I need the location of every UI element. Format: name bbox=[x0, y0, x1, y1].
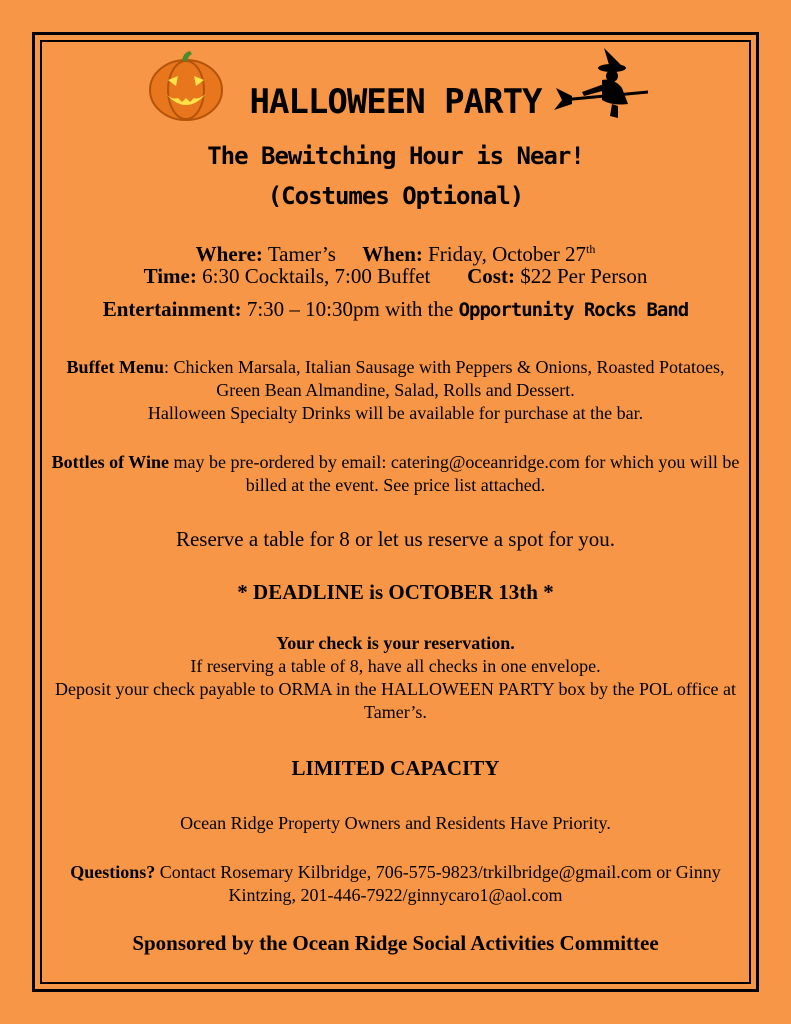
entertainment-line bbox=[44, 296, 747, 323]
when-label: When: bbox=[362, 242, 423, 266]
band-name: Opportunity Rocks Band bbox=[458, 299, 689, 321]
time-cost-line bbox=[44, 263, 747, 289]
sponsor-line: Sponsored by the Ocean Ridge Social Activities Committee bbox=[132, 931, 659, 955]
witch-on-broom-icon bbox=[552, 44, 652, 124]
wine-note bbox=[48, 451, 743, 497]
buffet-menu-text: : Chicken Marsala, Italian Sausage with Peppers & Onions, Roasted Potatoes, Green Bean Almandine, Salad, Rolls and Dessert. bbox=[164, 357, 725, 400]
buffet-menu bbox=[48, 356, 743, 425]
subtitle: The Bewitching Hour is Near! bbox=[207, 142, 584, 170]
questions-contact bbox=[48, 861, 743, 907]
questions-label: Questions? bbox=[70, 862, 156, 882]
where-label: Where: bbox=[195, 242, 263, 266]
time-value: 6:30 Cocktails, 7:00 Buffet bbox=[202, 264, 431, 288]
questions-text: Contact Rosemary Kilbridge, 706-575-9823/trkilbridge@gmail.com or Ginny Kintzing, 201-446-7922/ginnycaro1@aol.com bbox=[155, 862, 721, 905]
check-line-2: Deposit your check payable to ORMA in the HALLOWEEN PARTY box by the POL office at Tamer’s. bbox=[55, 679, 736, 722]
where-value: Tamer’s bbox=[267, 242, 336, 266]
entertainment-label: Entertainment: bbox=[102, 297, 242, 321]
cost-label: Cost: bbox=[467, 264, 515, 288]
entertainment-value: 7:30 – 10:30pm with the bbox=[246, 297, 454, 321]
wine-label: Bottles of Wine bbox=[51, 452, 169, 472]
time-label: Time: bbox=[143, 264, 197, 288]
priority-note: Ocean Ridge Property Owners and Residents Have Priority. bbox=[180, 813, 611, 833]
check-heading: Your check is your reservation. bbox=[276, 633, 515, 653]
flyer bbox=[44, 44, 747, 980]
check-info bbox=[48, 632, 743, 724]
specialty-drinks: Halloween Specialty Drinks will be available for purchase at the bar. bbox=[147, 403, 644, 423]
cost-value: $22 Per Person bbox=[520, 264, 648, 288]
page-title: HALLOWEEN PARTY bbox=[249, 82, 542, 122]
costume-note: (Costumes Optional) bbox=[267, 182, 524, 210]
capacity-heading: LIMITED CAPACITY bbox=[291, 756, 500, 780]
buffet-menu-label: Buffet Menu bbox=[66, 357, 165, 377]
when-value: Friday, October 27 bbox=[428, 242, 586, 266]
when-suffix: th bbox=[585, 242, 596, 256]
deadline: * DEADLINE is OCTOBER 13th * bbox=[237, 580, 554, 604]
reserve-note: Reserve a table for 8 or let us reserve a spot for you. bbox=[175, 527, 616, 551]
wine-text: may be pre-ordered by email: catering@oceanridge.com for which you will be billed at the event. See price list attached. bbox=[168, 452, 740, 495]
check-line-1: If reserving a table of 8, have all checks in one envelope. bbox=[190, 656, 601, 676]
